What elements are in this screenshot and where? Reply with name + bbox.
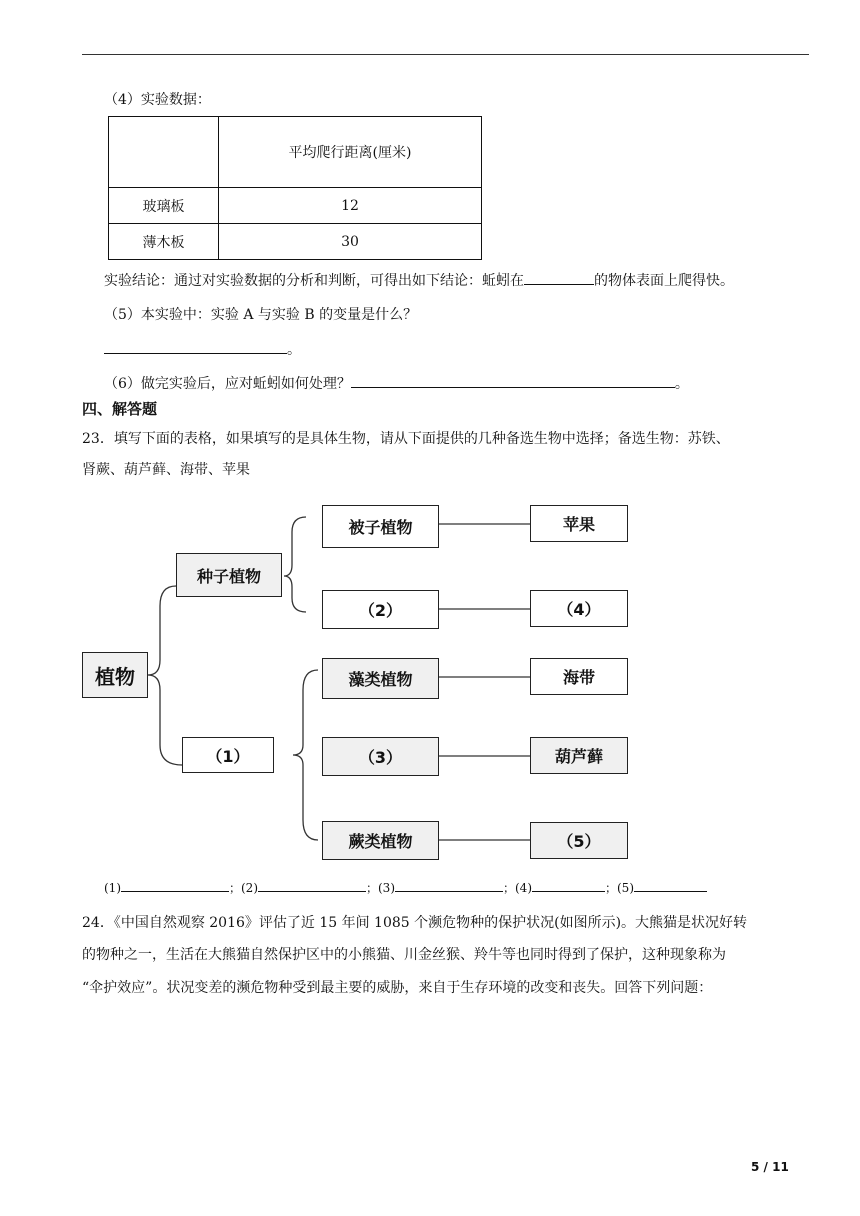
q23-line1: 23．填写下面的表格，如果填写的是具体生物，请从下面提供的几种备选生物中选择；备选生物：苏铁、 — [82, 431, 730, 447]
answer-label-4: ；(4) — [503, 881, 532, 895]
page-number: 5 / 11 — [751, 1160, 789, 1174]
box-blank-1: （1） — [182, 737, 274, 773]
box-plants: 植物 — [82, 652, 148, 698]
table-cell-distance: 12 — [219, 188, 482, 224]
box-kelp: 海带 — [530, 658, 628, 695]
conclusion-text-after: 的物体表面上爬得快。 — [594, 273, 734, 289]
q4-label: （4）实验数据： — [104, 92, 211, 108]
answer-blank[interactable] — [121, 880, 229, 892]
q5-end: 。 — [287, 342, 301, 358]
answer-blank[interactable] — [532, 880, 605, 892]
q5-label: （5）本实验中：实验 A 与实验 B 的变量是什么？ — [104, 307, 418, 323]
q24-line1: 24．《中国自然观察 2016》评估了近 15 年间 1085 个濒危物种的保护状况(如图所示)。大熊猫是状况好转 — [82, 915, 748, 931]
box-moss: 葫芦藓 — [530, 737, 628, 774]
answer-blank[interactable] — [634, 880, 707, 892]
box-apple: 苹果 — [530, 505, 628, 542]
box-fern-plants: 蕨类植物 — [322, 821, 439, 860]
conclusion-text-before: 实验结论：通过对实验数据的分析和判断，可得出如下结论：蚯蚓在 — [104, 273, 524, 289]
box-angiosperms: 被子植物 — [322, 505, 439, 548]
brace-seed — [284, 517, 306, 612]
q23-answer-line — [104, 878, 707, 898]
brace-spore — [293, 670, 318, 840]
answer-blank[interactable] — [258, 880, 366, 892]
table-header-distance: 平均爬行距离(厘米) — [219, 117, 482, 188]
box-seed-plants: 种子植物 — [176, 553, 282, 597]
q6-label: （6）做完实验后，应对蚯蚓如何处理？ — [104, 376, 351, 392]
answer-blank[interactable] — [395, 880, 503, 892]
table-cell-surface: 薄木板 — [109, 224, 219, 260]
q23-line2: 肾蕨、葫芦藓、海带、苹果 — [82, 462, 250, 478]
box-blank-4: （4） — [530, 590, 628, 627]
q6-end: 。 — [674, 376, 689, 392]
box-blank-5: （5） — [530, 822, 628, 859]
brace-root — [148, 586, 182, 765]
answer-label-2: ；(2) — [229, 881, 258, 895]
answer-label-1: (1) — [104, 881, 121, 895]
table-cell-surface: 玻璃板 — [109, 188, 219, 224]
table-cell-distance: 30 — [219, 224, 482, 260]
section-title: 四、解答题 — [82, 400, 158, 418]
box-blank-3: （3） — [322, 737, 439, 776]
q24-line2: 的物种之一，生活在大熊猫自然保护区中的小熊猫、川金丝猴、羚牛等也同时得到了保护，这种现象称为 — [82, 947, 726, 963]
answer-label-3: ；(3) — [366, 881, 395, 895]
box-algae-plants: 藻类植物 — [322, 658, 439, 699]
q24-line3: “伞护效应”。状况变差的濒危物种受到最主要的威胁，来自于生存环境的改变和丧失。回答下列问题： — [82, 980, 713, 996]
answer-label-5: ；(5) — [605, 881, 634, 895]
box-blank-2: （2） — [322, 590, 439, 629]
